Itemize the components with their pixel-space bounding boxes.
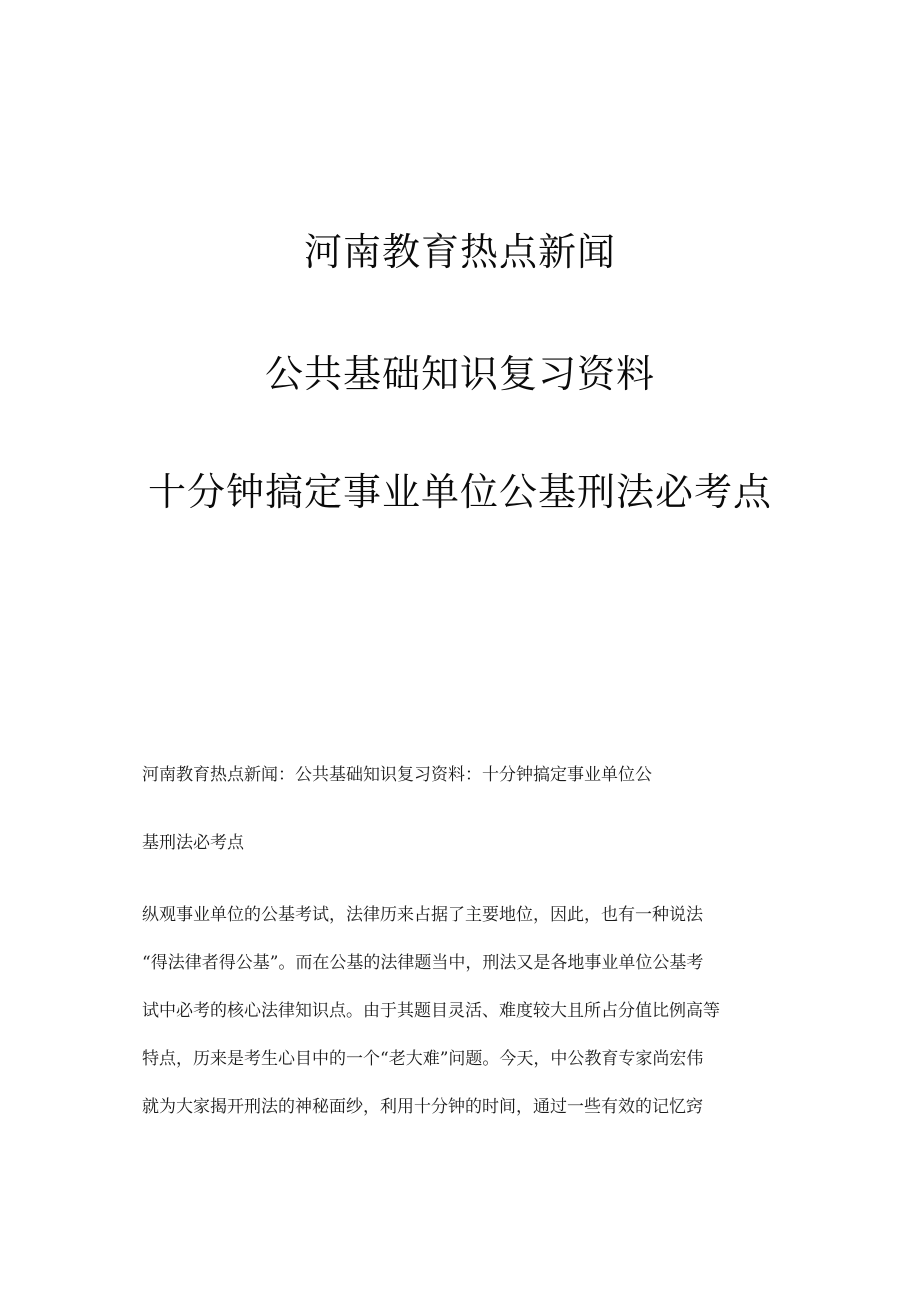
paragraph-line-4: 特点，历来是考生心目中的一个“老大难”问题。今天，中公教育专家尚宏伟 (142, 1049, 704, 1069)
subtitle-line-1: 河南教育热点新闻：公共基础知识复习资料：十分钟搞定事业单位公 (142, 765, 652, 785)
title-line-3: 十分钟搞定事业单位公基刑法必考点 (147, 470, 772, 514)
paragraph-line-1: 纵观事业单位的公基考试，法律历来占据了主要地位，因此，也有一种说法 (142, 905, 703, 925)
paragraph-line-2: “得法律者得公基”。而在公基的法律题当中，刑法又是各地事业单位公基考 (142, 953, 704, 973)
paragraph-line-3: 试中必考的核心法律知识点。由于其题目灵活、难度较大且所占分值比例高等 (142, 1001, 720, 1021)
title-line-2: 公共基础知识复习资料 (264, 352, 655, 396)
subtitle-line-2: 基刑法必考点 (142, 833, 244, 853)
paragraph-line-5: 就为大家揭开刑法的神秘面纱，利用十分钟的时间，通过一些有效的记忆窍 (142, 1097, 703, 1117)
title-line-1: 河南教育热点新闻 (303, 230, 616, 274)
